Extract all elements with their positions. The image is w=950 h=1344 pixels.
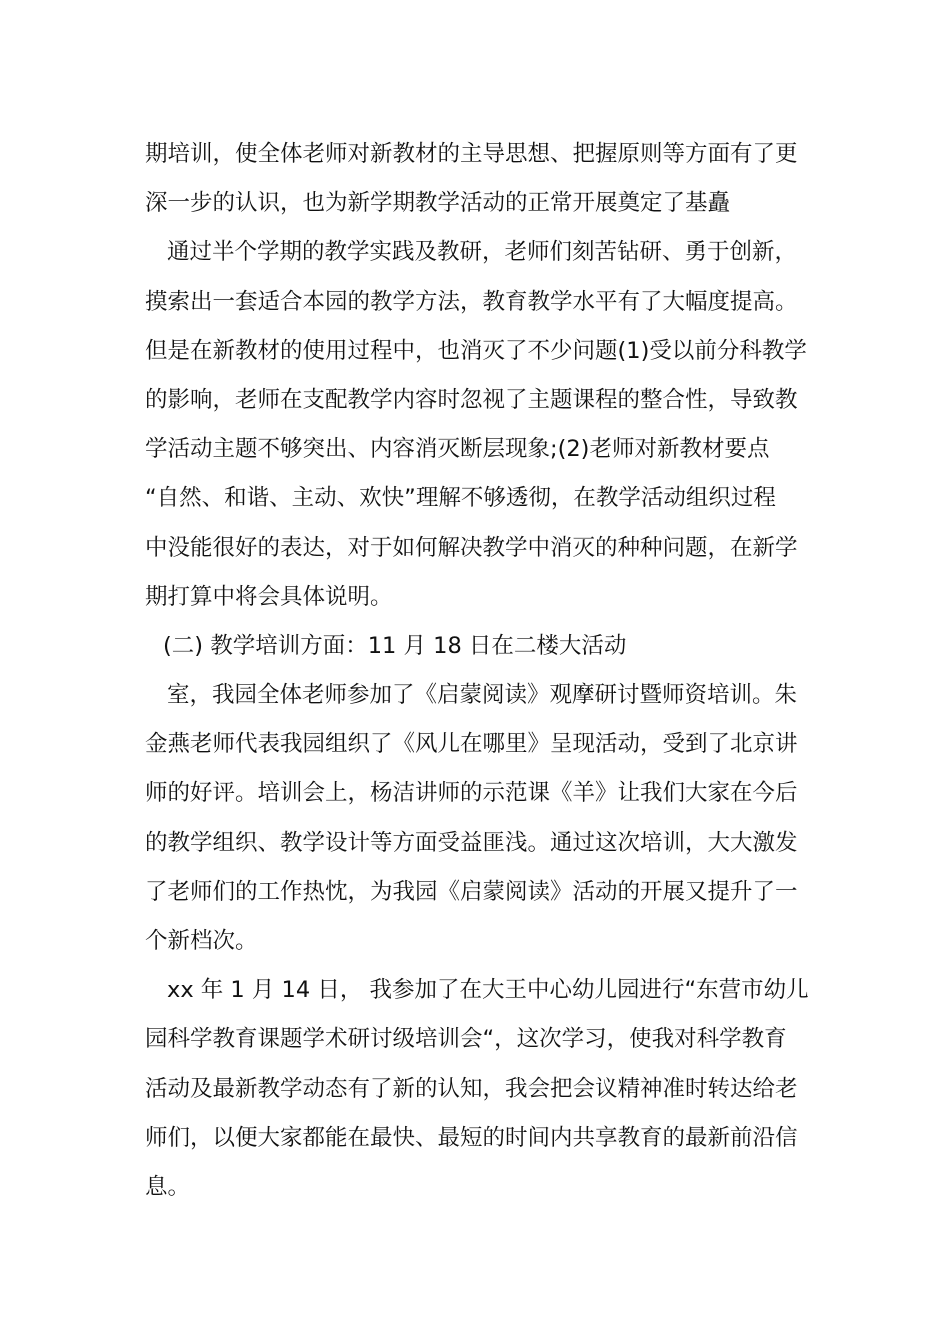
text-line-14: 师的好评。培训会上，杨洁讲师的示范课《羊》让我们大家在今后 [145, 780, 798, 807]
text-line-18: xx 年 1 月 14 日， 我参加了在大王中心幼儿园进行“东营市幼儿 [167, 977, 809, 1004]
text-line-16: 了老师们的工作热忱，为我园《启蒙阅读》活动的开展又提升了一 [145, 878, 798, 905]
text-line-20: 活动及最新教学动态有了新的认知，我会把会议精神准时转达给老 [145, 1075, 798, 1102]
text-line-12: 室，我园全体老师参加了《启蒙阅读》观摩研讨暨师资培训。朱 [167, 682, 798, 709]
document-body [145, 130, 810, 1212]
text-line-21: 师们，以便大家都能在最快、最短的时间内共享教育的最新前沿信 [145, 1124, 798, 1151]
text-line-3: 通过半个学期的教学实践及教研，老师们刻苦钻研、勇于创新， [167, 239, 798, 266]
text-line-10: 期打算中将会具体说明。 [145, 583, 393, 610]
text-line-13: 金燕老师代表我园组织了《风儿在哪里》呈现活动，受到了北京讲 [145, 731, 798, 758]
section-heading: (二) 教学培训方面：11 月 18 日在二楼大活动 [163, 632, 627, 659]
text-line-8: “自然、和谐、主动、欢快”理解不够透彻，在教学活动组织过程 [145, 485, 776, 512]
text-line-15: 的教学组织、教学设计等方面受益匪浅。通过这次培训，大大激发 [145, 829, 798, 856]
text-line-1: 期培训，使全体老师对新教材的主导思想、把握原则等方面有了更 [145, 141, 798, 167]
text-line-19: 园科学教育课题学术研讨级培训会“，这次学习，使我对科学教育 [145, 1026, 787, 1053]
text-line-9: 中没能很好的表达，对于如何解决教学中消灭的种种问题，在新学 [145, 534, 798, 561]
text-line-17: 个新档次。 [145, 928, 258, 954]
text-line-5: 但是在新教材的使用过程中，也消灭了不少问题(1)受以前分科教学 [145, 337, 807, 364]
text-line-7: 学活动主题不够突出、内容消灭断层现象;(2)老师对新教材要点 [145, 436, 770, 463]
text-line-2: 深一步的认识，也为新学期教学活动的正常开展奠定了基矗 [145, 190, 731, 217]
text-line-22: 息。 [145, 1173, 191, 1200]
text-line-4: 摸索出一套适合本园的教学方法，教育教学水平有了大幅度提高。 [145, 288, 798, 315]
text-line-6: 的影响，老师在支配教学内容时忽视了主题课程的整合性，导致教 [145, 386, 798, 413]
